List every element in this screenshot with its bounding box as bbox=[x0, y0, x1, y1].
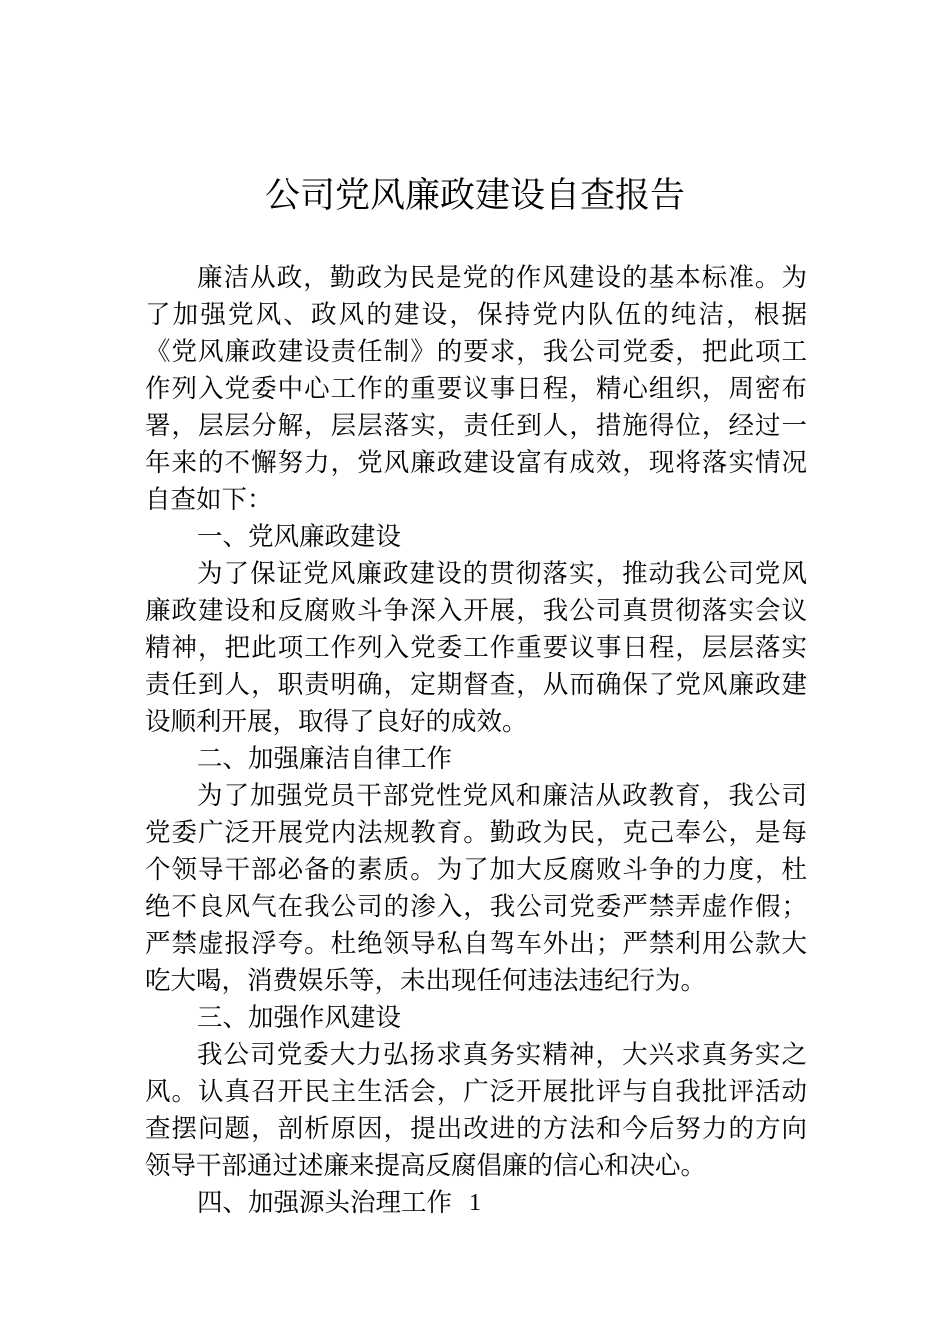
page-number: 1 bbox=[469, 1190, 481, 1216]
section-2-body: 为了加强党员干部党性党风和廉洁从政教育，我公司党委广泛开展党内法规教育。勤政为民，克己奉公，是每个领导干部必备的素质。为了加大反腐败斗争的力度，杜绝不良风气在我公司的渗入，我公司党委严禁弄虚作假；严禁虚报浮夸。杜绝领导私自驾车外出；严禁利用公款大吃大喝，消费娱乐等，未出现任何违法违纪行为。 bbox=[145, 781, 807, 996]
section-4-heading: 四、加强源头治理工作 bbox=[197, 1188, 453, 1218]
intro-paragraph: 廉洁从政，勤政为民是党的作风建设的基本标准。为了加强党风、政风的建设，保持党内队伍的纯洁，根据《党风廉政建设责任制》的要求，我公司党委，把此项工作列入党委中心工作的重要议事日程，精心组织，周密布署，层层分解，层层落实，责任到人，措施得位，经过一年来的不懈努力，党风廉政建设富有成效，现将落实情况自查如下： bbox=[145, 263, 807, 515]
document-body bbox=[145, 260, 807, 1222]
document-title: 公司党风廉政建设自查报告 bbox=[264, 176, 685, 216]
section-2-heading: 二、加强廉洁自律工作 bbox=[197, 744, 453, 774]
section-1-body: 为了保证党风廉政建设的贯彻落实，推动我公司党风廉政建设和反腐败斗争深入开展，我公司真贯彻落实会议精神，把此项工作列入党委工作重要议事日程，层层落实责任到人，职责明确，定期督查，从而确保了党风廉政建设顺利开展，取得了良好的成效。 bbox=[145, 559, 807, 737]
section-3-heading: 三、加强作风建设 bbox=[197, 1003, 402, 1033]
section-1-heading: 一、党风廉政建设 bbox=[197, 522, 402, 552]
section-3-body: 我公司党委大力弘扬求真务实精神，大兴求真务实之风。认真召开民主生活会，广泛开展批评与自我批评活动查摆问题，剖析原因，提出改进的方法和今后努力的方向领导干部通过述廉来提高反腐倡廉的信心和决心。 bbox=[145, 1040, 807, 1181]
